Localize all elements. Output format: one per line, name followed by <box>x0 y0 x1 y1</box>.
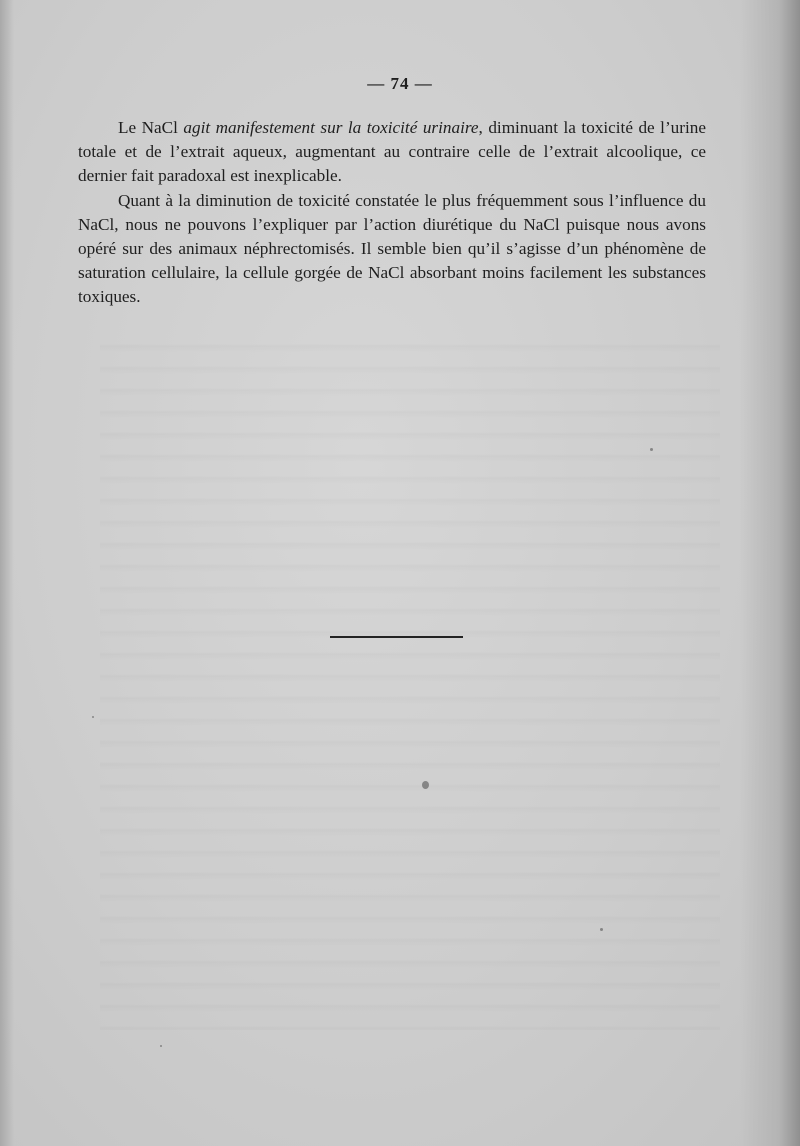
paragraph-1-end: , diminuant la toxicité de l’urine totale et de l’extrait aqueux, augmentant au contraire celle de l’extrait alcoolique, ce dernier fait paradoxal est inexplicable. <box>78 118 706 186</box>
paragraph-2: Quant à la diminution de toxicité constatée le plus fréquemment sous l’influence du NaCl, nous ne pouvons l’expliquer par l’action diurétique du NaCl puisque nous avons opéré sur des animaux néphrectomisés. Il semble bien qu’il s’agisse d’un phénomène de saturation cellulaire, la cellule gorgée de NaCl absorbant moins facilement les substances toxiques. <box>78 190 706 307</box>
print-speck <box>160 1045 162 1047</box>
page-binding-shadow <box>740 0 800 1146</box>
print-speck <box>92 716 94 718</box>
section-end-rule <box>330 636 463 638</box>
page-number: — 74 — <box>367 74 433 93</box>
page-left-edge-shadow <box>0 0 14 1146</box>
paragraph-1-start: Le NaCl <box>118 118 184 137</box>
print-speck <box>650 448 653 451</box>
paragraph-1-italic: agit manifestement sur la toxicité urinaire <box>183 118 479 137</box>
paragraph-1 <box>78 116 706 189</box>
show-through-texture <box>100 330 720 1030</box>
print-speck <box>422 781 429 789</box>
print-speck <box>600 928 603 931</box>
body-text <box>78 116 706 310</box>
